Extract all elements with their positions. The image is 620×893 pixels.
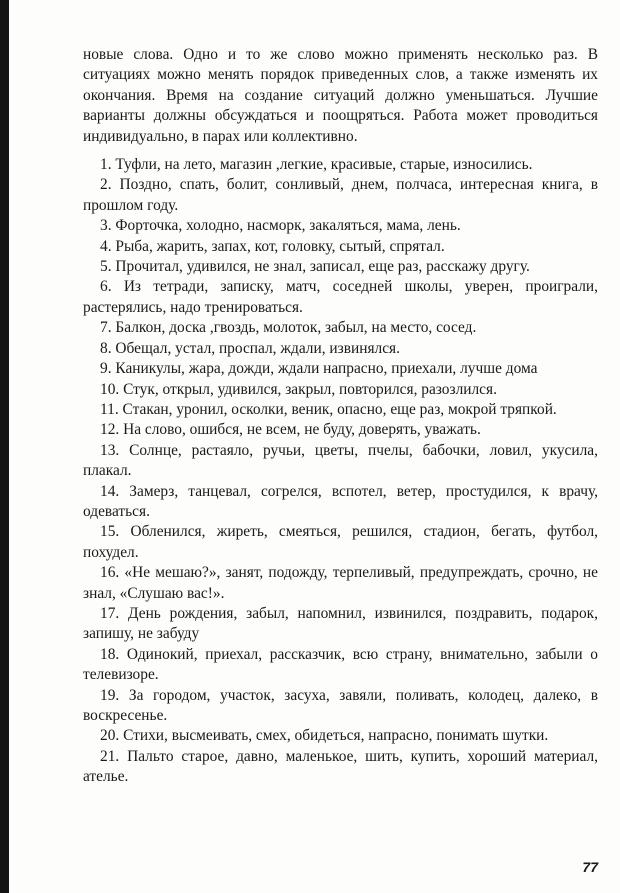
exercise-item-3: 3. Форточка, холодно, насморк, закаляться, мама, лень.: [100, 217, 461, 235]
exercise-item-2: 2. Поздно, спать, болит, сонливый, днем, полчаса, интересная книга, в прошлом году.: [83, 176, 598, 214]
exercise-item-21: 21. Пальто старое, давно, маленькое, шить, купить, хороший материал, ателье.: [83, 747, 598, 786]
exercise-item-20: 20. Стихи, высмеивать, смех, обидеться, напрасно, понимать шутки.: [100, 727, 549, 745]
exercise-item-18: 18. Одинокий, приехал, рассказчик, всю страну, внимательно, забыли о телевизоре.: [83, 645, 598, 684]
exercise-item-15: 15. Обленился, жиреть, смеяться, решился, стадион, бегать, футбол, похудел.: [83, 523, 598, 561]
exercise-item-9: 9. Каникулы, жара, дожди, ждали напрасно, приехали, лучше дома: [100, 360, 538, 378]
exercise-item-7: 7. Балкон, доска ,гвоздь, молоток, забыл, на место, сосед.: [100, 319, 477, 337]
exercise-item-14: 14. Замерз, танцевал, согрелся, вспотел, ветер, простудился, к врачу, одеваться.: [83, 482, 598, 520]
exercise-item-6: 6. Из тетради, записку, матч, соседней школы, уверен, проиграли, растерялись, надо тренироваться.: [83, 278, 598, 316]
exercise-item-19: 19. За городом, участок, засуха, завяли, поливать, колодец, далеко, в воскресенье.: [83, 686, 598, 724]
intro-paragraph: новые слова. Одно и то же слово можно применять несколько раз. В ситуациях можно менять порядок приведенных слов, а также изменять их окончания. Время на создание ситуаций должно уменьшаться. Лучшие варианты должны обсуждаться и поощряться. Работа может проводиться индивидуально, в парах или коллективно.: [83, 46, 598, 145]
exercise-item-1: 1. Туфли, на лето, магазин ,легкие, красивые, старые, износились.: [100, 156, 533, 174]
exercise-item-17: 17. День рождения, забыл, напомнил, извинился, поздравить, подарок, запишу, не забуду: [83, 604, 598, 643]
exercise-item-11: 11. Стакан, уронил, осколки, веник, опасно, еще раз, мокрой тряпкой.: [100, 400, 557, 418]
exercise-item-10: 10. Стук, открыл, удивился, закрыл, повторился, разозлился.: [100, 380, 497, 398]
exercise-item-8: 8. Обещал, устал, проспал, ждали, извинялся.: [100, 339, 400, 357]
exercise-item-13: 13. Солнце, растаяло, ручьи, цветы, пчелы, бабочки, ловил, укусила, плакал.: [83, 441, 598, 480]
page-number: 77: [582, 859, 598, 875]
exercise-item-12: 12. На слово, ошибся, не всем, не буду, доверять, уважать.: [100, 421, 481, 439]
exercise-item-5: 5. Прочитал, удивился, не знал, записал, еще раз, расскажу другу.: [100, 258, 530, 276]
exercise-item-4: 4. Рыба, жарить, запах, кот, головку, сытый, спрятал.: [100, 237, 445, 255]
page-text: [83, 45, 598, 788]
exercise-item-16: 16. «Не мешаю?», занят, подожду, терпеливый, предупреждать, срочно, не знал, «Слушаю вас!».: [83, 564, 598, 602]
page-spine-shadow: [0, 0, 9, 893]
